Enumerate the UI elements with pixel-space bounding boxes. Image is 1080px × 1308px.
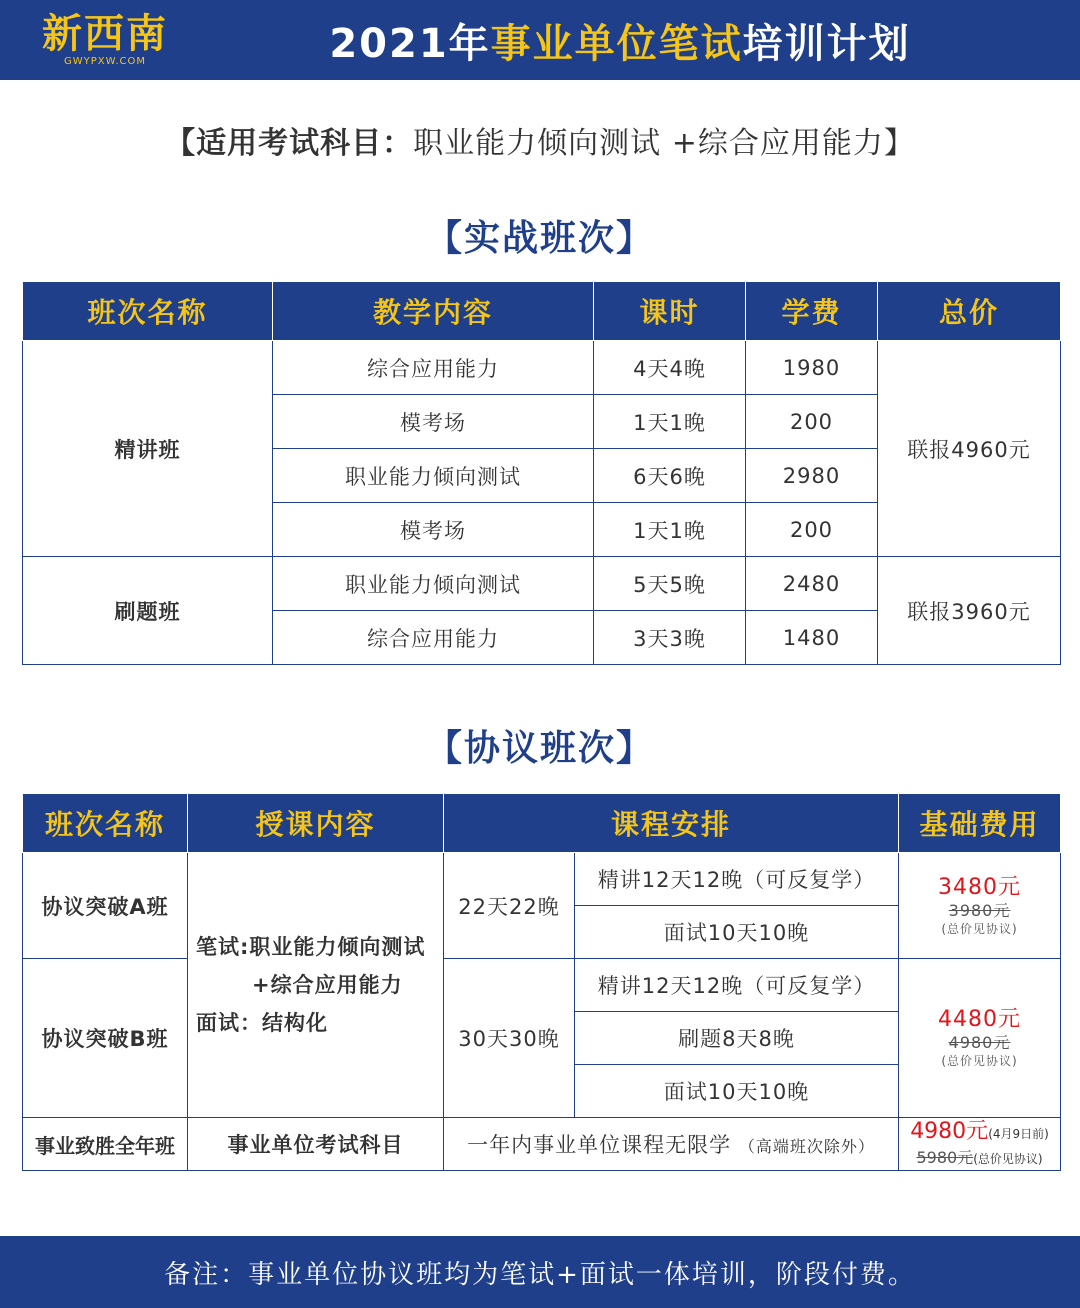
schedule-text: 一年内事业单位课程无限学 (467, 1133, 732, 1157)
hours-cell: 5天5晚 (594, 557, 746, 611)
duration-cell: 22天22晚 (444, 853, 575, 959)
table-row (23, 853, 1061, 906)
header-class-name: 班次名称 (23, 282, 273, 341)
table-row (23, 1118, 1061, 1171)
title-suffix: 培训计划 (742, 20, 911, 67)
class-name-cell: 刷题班 (23, 557, 273, 665)
title-prefix: 2021年 (329, 20, 491, 67)
practice-class-table (22, 281, 1061, 665)
price-cell (899, 853, 1061, 959)
header-base-fee: 基础费用 (899, 794, 1061, 853)
current-price: 4980元 (910, 1118, 989, 1144)
content-cell: 综合应用能力 (273, 341, 594, 395)
header-class-name: 班次名称 (23, 794, 188, 853)
class-name-cell: 协议突破A班 (23, 853, 188, 959)
fee-cell: 2480 (746, 557, 878, 611)
logo-sub-text: GWYPXW.COM (63, 56, 147, 67)
header-total: 总价 (878, 282, 1061, 341)
header-bar (0, 0, 1080, 80)
fee-cell: 1980 (746, 341, 878, 395)
total-cell: 联报4960元 (878, 341, 1061, 557)
table-header-row (23, 282, 1061, 341)
schedule-item-cell: 面试10天10晚 (575, 1065, 899, 1118)
price-date-note: (4月9日前) (988, 1126, 1049, 1141)
logo (40, 8, 170, 72)
content-cell: 职业能力倾向测试 (273, 449, 594, 503)
hours-cell: 6天6晚 (594, 449, 746, 503)
original-price: 4980元 (948, 1033, 1011, 1052)
header-schedule: 课程安排 (444, 794, 899, 853)
schedule-item-cell: 面试10天10晚 (575, 906, 899, 959)
price-cell (899, 959, 1061, 1118)
page-title (200, 0, 1040, 80)
content-line: +综合应用能力 (252, 973, 403, 997)
original-price: 3980元 (948, 900, 1011, 920)
table-row (23, 959, 1061, 1012)
subject-label: 【适用考试科目： (165, 126, 414, 161)
price-note: (总价见协议) (941, 921, 1018, 936)
header-fee: 学费 (746, 282, 878, 341)
subject-value: 职业能力倾向测试 +综合应用能力】 (413, 126, 915, 161)
total-cell: 联报3960元 (878, 557, 1061, 665)
content-line: 面试：结构化 (196, 1011, 328, 1035)
current-price: 3480元 (938, 874, 1022, 900)
table-header-row (23, 794, 1061, 853)
schedule-item-cell: 刷题8天8晚 (575, 1012, 899, 1065)
section-practice-title: 【实战班次】 (425, 218, 654, 259)
class-name-cell: 协议突破B班 (23, 959, 188, 1118)
schedule-note: （高端班次除外） (738, 1137, 875, 1156)
header-content: 授课内容 (188, 794, 444, 853)
content-cell: 模考场 (273, 395, 594, 449)
footer-note: 备注：事业单位协议班均为笔试+面试一体培训，阶段付费。 (164, 1259, 916, 1290)
price-cell (899, 1118, 1061, 1171)
footer-note-bar (0, 1236, 1080, 1308)
class-name-cell: 精讲班 (23, 341, 273, 557)
header-content: 教学内容 (273, 282, 594, 341)
class-name-cell: 事业致胜全年班 (23, 1118, 188, 1171)
schedule-item-cell: 精讲12天12晚（可反复学） (575, 959, 899, 1012)
duration-cell: 30天30晚 (444, 959, 575, 1118)
title-highlight: 事业单位笔试 (490, 20, 743, 67)
section-agreement-title: 【协议班次】 (425, 728, 654, 769)
schedule-item-cell: 精讲12天12晚（可反复学） (575, 853, 899, 906)
hours-cell: 3天3晚 (594, 611, 746, 665)
agreement-class-table (22, 793, 1061, 1171)
fee-cell: 200 (746, 395, 878, 449)
applicable-subjects (0, 118, 1080, 162)
header-hours: 课时 (594, 282, 746, 341)
teaching-content-cell (188, 853, 444, 1118)
content-cell: 模考场 (273, 503, 594, 557)
current-price: 4480元 (938, 1007, 1022, 1032)
hours-cell: 1天1晚 (594, 503, 746, 557)
original-price: 5980元 (916, 1147, 974, 1167)
hours-cell: 1天1晚 (594, 395, 746, 449)
fee-cell: 1480 (746, 611, 878, 665)
price-note: (总价见协议) (941, 1054, 1018, 1068)
logo-main-text: 新西南 (42, 11, 168, 57)
table-row (23, 557, 1061, 611)
hours-cell: 4天4晚 (594, 341, 746, 395)
content-line: 笔试:职业能力倾向测试 (196, 935, 426, 959)
fee-cell: 200 (746, 503, 878, 557)
price-note: (总价见协议) (973, 1151, 1043, 1166)
content-cell: 综合应用能力 (273, 611, 594, 665)
fee-cell: 2980 (746, 449, 878, 503)
content-cell: 职业能力倾向测试 (273, 557, 594, 611)
schedule-cell (444, 1118, 899, 1171)
table-row (23, 341, 1061, 395)
teaching-content-cell: 事业单位考试科目 (188, 1118, 444, 1171)
